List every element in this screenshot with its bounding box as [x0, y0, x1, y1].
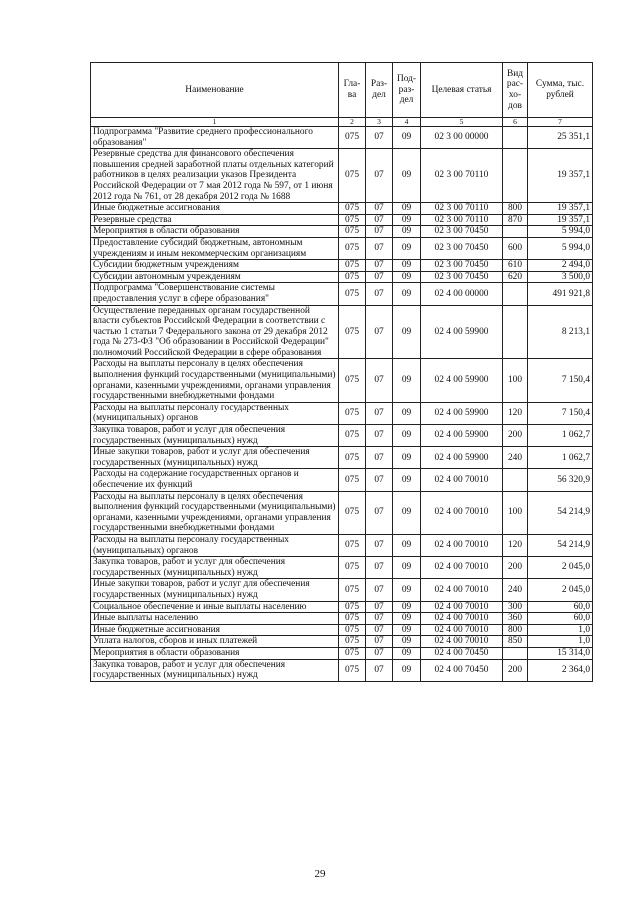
row-target: 02 3 00 70110: [421, 149, 503, 203]
row-target: 02 4 00 59900: [421, 305, 503, 359]
row-vid: 200: [503, 659, 528, 681]
row-glava: 075: [339, 226, 366, 238]
row-podrazdel: 09: [393, 214, 421, 226]
row-sum: 60,0: [528, 601, 593, 613]
table-row: [91, 402, 593, 424]
row-target: 02 4 00 70010: [421, 613, 503, 625]
row-name: Закупка товаров, работ и услуг для обеспечения государственных (муниципальных) нужд: [91, 425, 339, 447]
column-number: 5: [421, 118, 503, 127]
row-razdel: 07: [366, 557, 393, 579]
row-sum: 8 213,1: [528, 305, 593, 359]
row-podrazdel: 09: [393, 402, 421, 424]
row-podrazdel: 09: [393, 659, 421, 681]
row-podrazdel: 09: [393, 260, 421, 272]
row-target: 02 3 00 70110: [421, 203, 503, 215]
column-number-row: [91, 118, 593, 127]
row-name: Иные выплаты населению: [91, 613, 339, 625]
row-glava: 075: [339, 271, 366, 283]
header-razdel: Раз-дел: [366, 63, 393, 118]
table-row: [91, 659, 593, 681]
column-number: 1: [91, 118, 339, 127]
row-name: Резервные средства для финансового обеспечения повышения средней заработной платы отдельных категорий работников в целях реализации указов Президента Российской Федерации от 7 мая 2012 года № 597, от 1 июня 2012 года № 761, от 28 декабря 2012 года № 1688: [91, 149, 339, 203]
row-razdel: 07: [366, 469, 393, 491]
row-name: Расходы на выплаты персоналу государственных (муниципальных) органов: [91, 402, 339, 424]
row-sum: 5 994,0: [528, 237, 593, 259]
row-razdel: 07: [366, 636, 393, 648]
row-glava: 075: [339, 557, 366, 579]
row-vid: 120: [503, 534, 528, 556]
row-target: 02 4 00 70010: [421, 636, 503, 648]
column-number: 4: [393, 118, 421, 127]
row-sum: 2 364,0: [528, 659, 593, 681]
table-row: [91, 226, 593, 238]
row-vid: 600: [503, 237, 528, 259]
row-razdel: 07: [366, 534, 393, 556]
table-row: [91, 647, 593, 659]
row-vid: 800: [503, 203, 528, 215]
table-header-row: [91, 63, 593, 118]
table-row: [91, 214, 593, 226]
row-name: Иные бюджетные ассигнования: [91, 624, 339, 636]
row-glava: 075: [339, 203, 366, 215]
row-razdel: 07: [366, 149, 393, 203]
header-glava: Гла-ва: [339, 63, 366, 118]
row-podrazdel: 09: [393, 491, 421, 534]
row-podrazdel: 09: [393, 601, 421, 613]
table-row: [91, 579, 593, 601]
row-razdel: 07: [366, 624, 393, 636]
row-razdel: 07: [366, 203, 393, 215]
row-glava: 075: [339, 636, 366, 648]
header-sum: Сумма, тыс. рублей: [528, 63, 593, 118]
table-row: [91, 447, 593, 469]
row-sum: 19 357,1: [528, 149, 593, 203]
row-podrazdel: 09: [393, 579, 421, 601]
row-razdel: 07: [366, 491, 393, 534]
row-name: Социальное обеспечение и иные выплаты населению: [91, 601, 339, 613]
row-vid: [503, 305, 528, 359]
row-razdel: 07: [366, 359, 393, 402]
row-podrazdel: 09: [393, 149, 421, 203]
row-razdel: 07: [366, 127, 393, 149]
row-sum: 1 062,7: [528, 447, 593, 469]
table-row: [91, 534, 593, 556]
row-glava: 075: [339, 214, 366, 226]
column-number: 6: [503, 118, 528, 127]
table-row: [91, 283, 593, 305]
row-glava: 075: [339, 624, 366, 636]
table-row: [91, 203, 593, 215]
row-vid: [503, 149, 528, 203]
table-row: [91, 557, 593, 579]
table-row: [91, 469, 593, 491]
budget-table: [90, 62, 593, 682]
header-name: Наименование: [91, 63, 339, 118]
row-sum: 19 357,1: [528, 203, 593, 215]
row-vid: 300: [503, 601, 528, 613]
row-sum: 60,0: [528, 613, 593, 625]
row-podrazdel: 09: [393, 425, 421, 447]
row-glava: 075: [339, 305, 366, 359]
row-sum: 1,0: [528, 636, 593, 648]
row-podrazdel: 09: [393, 613, 421, 625]
row-sum: 7 150,4: [528, 359, 593, 402]
row-glava: 075: [339, 613, 366, 625]
row-podrazdel: 09: [393, 557, 421, 579]
row-razdel: 07: [366, 659, 393, 681]
row-podrazdel: 09: [393, 359, 421, 402]
table-row: [91, 636, 593, 648]
row-vid: 120: [503, 402, 528, 424]
row-name: Закупка товаров, работ и услуг для обеспечения государственных (муниципальных) нужд: [91, 659, 339, 681]
row-glava: 075: [339, 534, 366, 556]
row-target: 02 4 00 59900: [421, 447, 503, 469]
row-razdel: 07: [366, 613, 393, 625]
table-body: [91, 127, 593, 682]
row-vid: 240: [503, 447, 528, 469]
row-target: 02 3 00 70450: [421, 260, 503, 272]
row-name: Субсидии бюджетным учреждениям: [91, 260, 339, 272]
row-razdel: 07: [366, 271, 393, 283]
row-name: Закупка товаров, работ и услуг для обеспечения государственных (муниципальных) нужд: [91, 557, 339, 579]
row-name: Уплата налогов, сборов и иных платежей: [91, 636, 339, 648]
row-name: Иные закупки товаров, работ и услуг для обеспечения государственных (муниципальных) нужд: [91, 447, 339, 469]
row-target: 02 4 00 59900: [421, 359, 503, 402]
table-row: [91, 260, 593, 272]
row-razdel: 07: [366, 579, 393, 601]
row-vid: 850: [503, 636, 528, 648]
row-podrazdel: 09: [393, 271, 421, 283]
row-vid: 200: [503, 557, 528, 579]
row-vid: 100: [503, 359, 528, 402]
row-sum: 491 921,8: [528, 283, 593, 305]
row-vid: [503, 647, 528, 659]
row-razdel: 07: [366, 214, 393, 226]
table-row: [91, 359, 593, 402]
row-target: 02 4 00 00000: [421, 283, 503, 305]
row-target: 02 4 00 70450: [421, 659, 503, 681]
row-podrazdel: 09: [393, 203, 421, 215]
row-target: 02 4 00 70010: [421, 579, 503, 601]
row-podrazdel: 09: [393, 237, 421, 259]
row-target: 02 4 00 70010: [421, 469, 503, 491]
row-vid: 240: [503, 579, 528, 601]
row-name: Расходы на выплаты персоналу в целях обеспечения выполнения функций государственными (муниципальными) органами, казенными учреждениями, органами управления государственными внебюджетными фондами: [91, 359, 339, 402]
column-number: 7: [528, 118, 593, 127]
row-glava: 075: [339, 260, 366, 272]
row-sum: 5 994,0: [528, 226, 593, 238]
row-target: 02 4 00 70010: [421, 624, 503, 636]
row-razdel: 07: [366, 447, 393, 469]
row-glava: 075: [339, 601, 366, 613]
row-sum: 19 357,1: [528, 214, 593, 226]
row-vid: [503, 469, 528, 491]
row-target: 02 3 00 70450: [421, 237, 503, 259]
row-podrazdel: 09: [393, 636, 421, 648]
row-name: Расходы на выплаты персоналу в целях обеспечения выполнения функций государственными (муниципальными) органами, казенными учреждениями, органами управления государственными внебюджетными фондами: [91, 491, 339, 534]
row-podrazdel: 09: [393, 469, 421, 491]
row-vid: 610: [503, 260, 528, 272]
row-vid: 620: [503, 271, 528, 283]
row-glava: 075: [339, 647, 366, 659]
row-vid: 870: [503, 214, 528, 226]
column-number: 3: [366, 118, 393, 127]
row-podrazdel: 09: [393, 127, 421, 149]
row-target: 02 4 00 70010: [421, 491, 503, 534]
row-sum: 54 214,9: [528, 534, 593, 556]
row-sum: 1,0: [528, 624, 593, 636]
header-vid: Вид рас-хо-дов: [503, 63, 528, 118]
row-name: Подпрограмма "Совершенствование системы предоставления услуг в сфере образования": [91, 283, 339, 305]
table-row: [91, 127, 593, 149]
table-row: [91, 305, 593, 359]
row-sum: 1 062,7: [528, 425, 593, 447]
row-name: Расходы на содержание государственных органов и обеспечение их функций: [91, 469, 339, 491]
row-sum: 54 214,9: [528, 491, 593, 534]
row-sum: 2 045,0: [528, 557, 593, 579]
row-vid: 800: [503, 624, 528, 636]
row-target: 02 4 00 59900: [421, 425, 503, 447]
row-target: 02 4 00 70010: [421, 557, 503, 579]
table-row: [91, 601, 593, 613]
row-vid: 360: [503, 613, 528, 625]
row-name: Предоставление субсидий бюджетным, автономным учреждениям и иным некоммерческим организациям: [91, 237, 339, 259]
row-razdel: 07: [366, 647, 393, 659]
table-row: [91, 613, 593, 625]
row-name: Подпрограмма "Развитие среднего профессионального образования": [91, 127, 339, 149]
row-target: 02 3 00 70450: [421, 271, 503, 283]
row-sum: 3 500,0: [528, 271, 593, 283]
row-name: Субсидии автономным учреждениям: [91, 271, 339, 283]
row-sum: 15 314,0: [528, 647, 593, 659]
row-sum: 7 150,4: [528, 402, 593, 424]
table-row: [91, 271, 593, 283]
row-vid: [503, 226, 528, 238]
row-vid: 200: [503, 425, 528, 447]
row-glava: 075: [339, 491, 366, 534]
row-name: Расходы на выплаты персоналу государственных (муниципальных) органов: [91, 534, 339, 556]
row-razdel: 07: [366, 601, 393, 613]
row-sum: 56 320,9: [528, 469, 593, 491]
table-row: [91, 491, 593, 534]
row-razdel: 07: [366, 402, 393, 424]
row-target: 02 4 00 70450: [421, 647, 503, 659]
row-razdel: 07: [366, 283, 393, 305]
row-target: 02 3 00 00000: [421, 127, 503, 149]
row-glava: 075: [339, 579, 366, 601]
row-podrazdel: 09: [393, 305, 421, 359]
row-sum: 25 351,1: [528, 127, 593, 149]
row-podrazdel: 09: [393, 534, 421, 556]
row-target: 02 4 00 70010: [421, 534, 503, 556]
row-podrazdel: 09: [393, 226, 421, 238]
row-sum: 2 045,0: [528, 579, 593, 601]
row-vid: [503, 127, 528, 149]
row-razdel: 07: [366, 305, 393, 359]
row-name: Мероприятия в области образования: [91, 226, 339, 238]
row-vid: 100: [503, 491, 528, 534]
row-vid: [503, 283, 528, 305]
row-target: 02 4 00 59900: [421, 402, 503, 424]
header-target: Целевая статья: [421, 63, 503, 118]
table-row: [91, 425, 593, 447]
row-podrazdel: 09: [393, 647, 421, 659]
row-name: Иные бюджетные ассигнования: [91, 203, 339, 215]
row-name: Осуществление переданных органам государственной власти субъектов Российской Федерации в соответствии с частью 1 статьи 7 Федерального закона от 29 декабря 2012 года № 273-ФЗ "Об образовании в Российской Федерации" полномочий Российской Федерации в сфере образования: [91, 305, 339, 359]
row-glava: 075: [339, 447, 366, 469]
row-target: 02 4 00 70010: [421, 601, 503, 613]
row-podrazdel: 09: [393, 447, 421, 469]
column-number: 2: [339, 118, 366, 127]
table-row: [91, 624, 593, 636]
row-name: Резервные средства: [91, 214, 339, 226]
row-glava: 075: [339, 402, 366, 424]
row-sum: 2 494,0: [528, 260, 593, 272]
row-glava: 075: [339, 283, 366, 305]
budget-table-page: [90, 62, 592, 682]
row-glava: 075: [339, 149, 366, 203]
row-glava: 075: [339, 127, 366, 149]
row-target: 02 3 00 70450: [421, 226, 503, 238]
row-name: Иные закупки товаров, работ и услуг для обеспечения государственных (муниципальных) нужд: [91, 579, 339, 601]
table-row: [91, 149, 593, 203]
row-name: Мероприятия в области образования: [91, 647, 339, 659]
header-podrazdel: Под-раз-дел: [393, 63, 421, 118]
row-razdel: 07: [366, 237, 393, 259]
row-podrazdel: 09: [393, 283, 421, 305]
row-glava: 075: [339, 659, 366, 681]
row-podrazdel: 09: [393, 624, 421, 636]
page-number: 29: [314, 868, 326, 880]
table-row: [91, 237, 593, 259]
row-glava: 075: [339, 425, 366, 447]
row-glava: 075: [339, 469, 366, 491]
row-razdel: 07: [366, 226, 393, 238]
row-glava: 075: [339, 237, 366, 259]
row-glava: 075: [339, 359, 366, 402]
row-razdel: 07: [366, 425, 393, 447]
row-razdel: 07: [366, 260, 393, 272]
row-target: 02 3 00 70110: [421, 214, 503, 226]
